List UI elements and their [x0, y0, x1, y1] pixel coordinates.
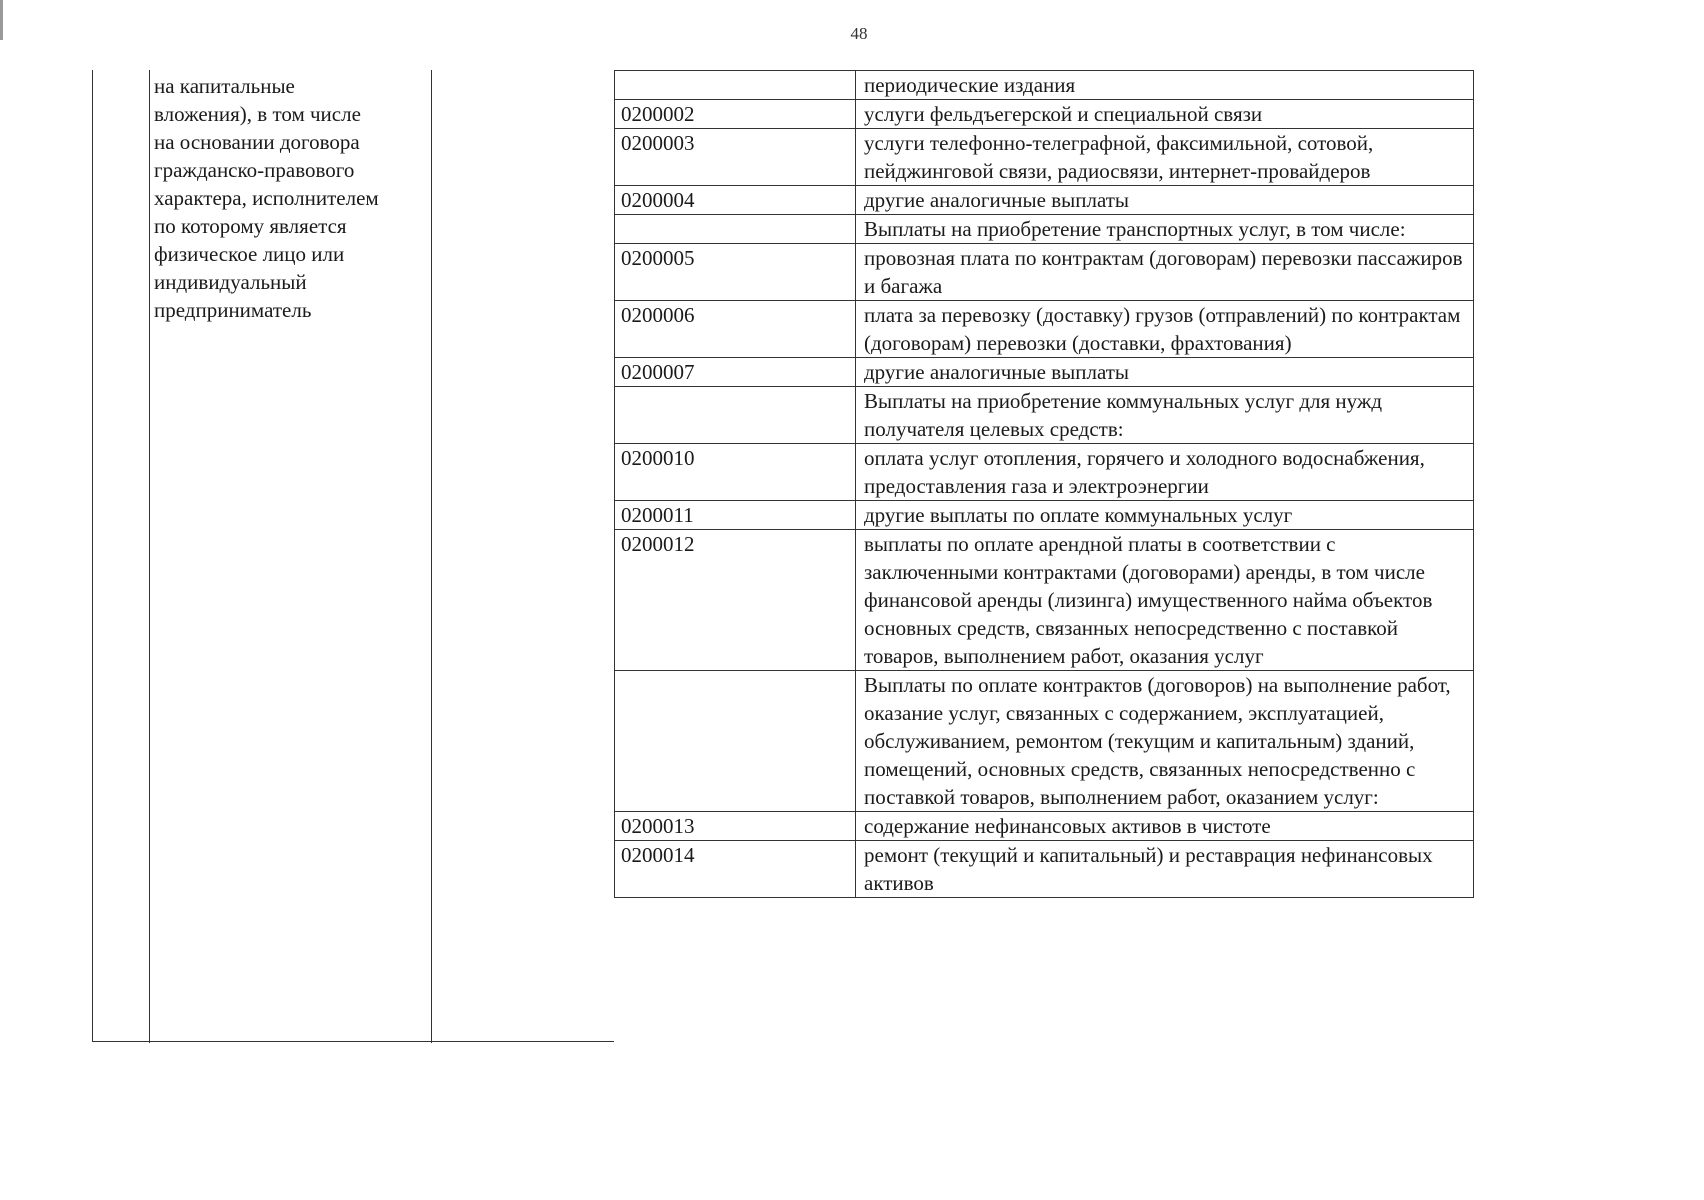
table-row: [615, 501, 1474, 530]
code-cell: 0200012: [615, 530, 856, 671]
description-cell: провозная плата по контрактам (договорам) перевозки пассажиров и багажа: [856, 244, 1474, 301]
payment-codes-table: [614, 70, 1474, 898]
description-cell: периодические издания: [856, 71, 1474, 100]
table-row: [615, 812, 1474, 841]
code-cell: [615, 671, 856, 812]
table-row: [615, 387, 1474, 444]
table-row: [615, 129, 1474, 186]
code-cell: [615, 215, 856, 244]
description-cell: Выплаты на приобретение транспортных услуг, в том числе:: [856, 215, 1474, 244]
table-row: [615, 841, 1474, 898]
code-cell: 0200011: [615, 501, 856, 530]
description-cell: оплата услуг отопления, горячего и холодного водоснабжения, предоставления газа и электроэнергии: [856, 444, 1474, 501]
table-row: [615, 671, 1474, 812]
code-cell: 0200013: [615, 812, 856, 841]
description-cell: другие выплаты по оплате коммунальных услуг: [856, 501, 1474, 530]
description-cell: услуги телефонно-телеграфной, факсимильной, сотовой, пейджинговой связи, радиосвязи, интернет-провайдеров: [856, 129, 1474, 186]
table-row: [615, 530, 1474, 671]
table-row: [615, 215, 1474, 244]
code-cell: 0200010: [615, 444, 856, 501]
code-cell: [615, 71, 856, 100]
column-divider-1: [149, 70, 150, 1043]
description-cell: плата за перевозку (доставку) грузов (отправлений) по контрактам (договорам) перевозки (доставки, фрахтования): [856, 301, 1474, 358]
description-cell: Выплаты по оплате контрактов (договоров) на выполнение работ, оказание услуг, связанных с содержанием, эксплуатацией, обслуживанием, ремонтом (текущим и капитальным) зданий, помещений, основных средств, связанных непосредственно с поставкой товаров, выполнением работ, оказанием услуг:: [856, 671, 1474, 812]
table-row: [615, 71, 1474, 100]
description-cell: услуги фельдъегерской и специальной связи: [856, 100, 1474, 129]
code-cell: 0200004: [615, 186, 856, 215]
table-row: [615, 244, 1474, 301]
code-cell: 0200003: [615, 129, 856, 186]
code-cell: 0200006: [615, 301, 856, 358]
code-cell: [615, 387, 856, 444]
table-row: [615, 301, 1474, 358]
description-cell: другие аналогичные выплаты: [856, 186, 1474, 215]
description-cell: ремонт (текущий и капитальный) и реставрация нефинансовых активов: [856, 841, 1474, 898]
code-cell: 0200007: [615, 358, 856, 387]
description-cell: другие аналогичные выплаты: [856, 358, 1474, 387]
code-cell: 0200002: [615, 100, 856, 129]
description-cell: выплаты по оплате арендной платы в соответствии с заключенными контрактами (договорами) аренды, в том числе финансовой аренды (лизинга) имущественного найма объектов основных средств, связанных непосредственно с поставкой товаров, выполнением работ, оказания услуг: [856, 530, 1474, 671]
code-cell: 0200014: [615, 841, 856, 898]
table-row: [615, 186, 1474, 215]
column-divider-2: [431, 70, 432, 1043]
table-row: [615, 100, 1474, 129]
table-row: [615, 358, 1474, 387]
description-cell: Выплаты на приобретение коммунальных услуг для нужд получателя целевых средств:: [856, 387, 1474, 444]
description-cell: содержание нефинансовых активов в чистоте: [856, 812, 1474, 841]
payment-purpose-text: на капитальные вложения), в том числе на основании договора гражданско-правового характера, исполнителем по которому является физическое лицо или индивидуальный предприниматель: [154, 74, 379, 322]
code-cell: 0200005: [615, 244, 856, 301]
table-row: [615, 444, 1474, 501]
page-number: 48: [850, 24, 868, 43]
